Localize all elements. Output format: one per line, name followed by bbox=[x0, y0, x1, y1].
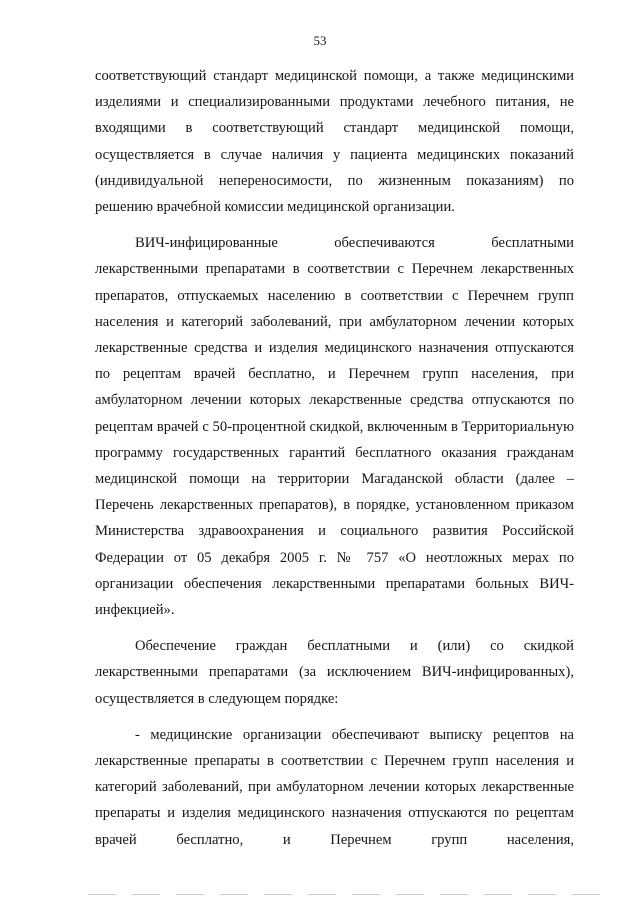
scan-edge-line bbox=[88, 894, 608, 895]
document-body bbox=[95, 63, 574, 853]
paragraph-gap bbox=[95, 220, 574, 230]
paragraph-hiv-provision: ВИЧ-инфицированные обеспечиваются бесплатными лекарственными препаратами в соответствии с Перечнем лекарственных препаратов, отпускаемых населению в соответствии с Перечнем групп населения и категорий заболеваний, при амбулаторном лечении которых лекарственные средства и изделия медицинского назначения отпускаются по рецептам врачей бесплатно, и Перечнем групп населения, при амбулаторном лечении которых лекарственные средства отпускаются по рецептам врачей с 50-процентной скидкой, включенным в Территориальную программу государственных гарантий бесплатного оказания гражданам медицинской помощи на территории Магаданской области (далее – Перечень лекарственных препаратов), в порядке, установленном приказом Министерства здравоохранения и социального развития Российской Федерации от 05 декабря 2005 г. № 757 «О неотложных мерах по организации обеспечения лекарственными препаратами больных ВИЧ-инфекцией». bbox=[95, 235, 574, 619]
page-number: 53 bbox=[313, 33, 327, 48]
paragraph-gap bbox=[95, 623, 574, 633]
paragraph-medical-products: соответствующий стандарт медицинской помощи, а также медицинскими изделиями и специализированными продуктами лечебного питания, не входящими в соответствующий стандарт медицинской помощи, осуществляется в случае наличия у пациента медицинских показаний (индивидуальной непереносимости, по жизненным показаниям) по решению врачебной комиссии медицинской организации. bbox=[95, 68, 574, 216]
paragraph-provision-order: Обеспечение граждан бесплатными и (или) со скидкой лекарственными препаратами (за исключением ВИЧ-инфицированных), осуществляется в следующем порядке: bbox=[95, 638, 574, 707]
paragraph-prescriptions: - медицинские организации обеспечивают выписку рецептов на лекарственные препараты в соответствии с Перечнем групп населения и категорий заболеваний, при амбулаторном лечении которых лекарственные препараты и изделия медицинского назначения отпускаются по рецептам врачей бесплатно, и Перечнем групп населения, bbox=[95, 726, 574, 848]
paragraph-gap bbox=[95, 712, 574, 722]
